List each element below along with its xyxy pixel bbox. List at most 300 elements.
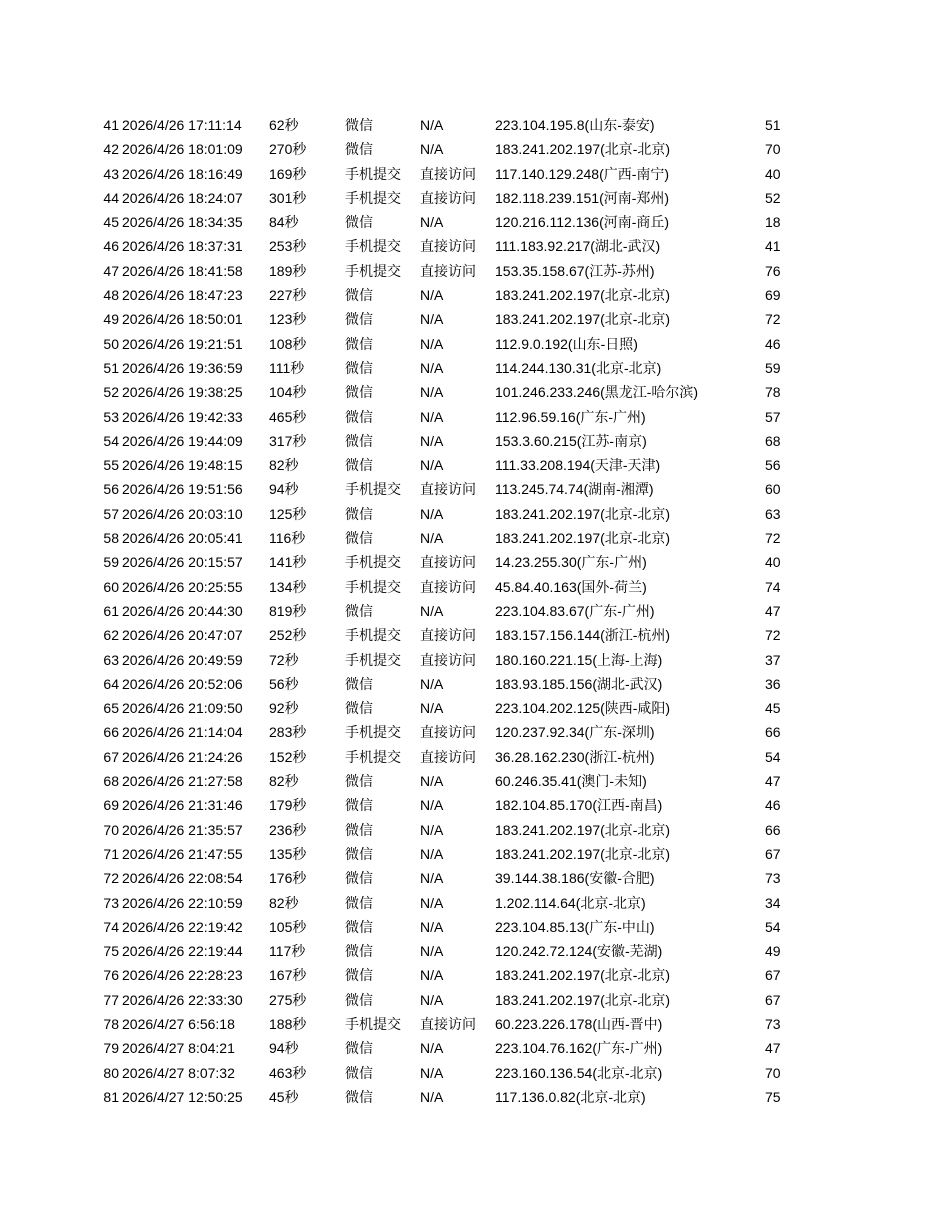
ip-location-cell: 120.242.72.124(安徽-芜湖): [495, 943, 663, 960]
referrer-cell: 直接访问: [420, 627, 476, 644]
duration-cell: 105秒: [269, 918, 307, 935]
duration-cell: 463秒: [269, 1064, 307, 1081]
ip-location-cell: 113.245.74.74(湖南-湘潭): [495, 481, 654, 498]
source-cell: 手机提交: [345, 238, 401, 255]
score-cell: 34: [765, 894, 781, 911]
table-row: [0, 210, 950, 234]
submit-time-cell: 2026/4/26 21:35:57: [122, 821, 243, 838]
referrer-cell: N/A: [420, 967, 444, 984]
referrer-cell: N/A: [420, 505, 444, 522]
score-cell: 47: [765, 602, 781, 619]
score-cell: 69: [765, 287, 781, 304]
source-cell: 微信: [345, 1064, 373, 1081]
ip-location-cell: 60.246.35.41(澳门-未知): [495, 773, 647, 790]
table-row: [0, 963, 950, 987]
source-cell: 手机提交: [345, 627, 401, 644]
duration-cell: 108秒: [269, 335, 307, 352]
table-row: [0, 526, 950, 550]
row-number: 73: [103, 894, 119, 911]
row-number: 79: [103, 1040, 119, 1057]
ip-location-cell: 114.244.130.31(北京-北京): [495, 359, 662, 376]
duration-cell: 253秒: [269, 238, 307, 255]
submit-time-cell: 2026/4/26 21:27:58: [122, 773, 243, 790]
score-cell: 67: [765, 991, 781, 1008]
row-number: 67: [103, 748, 119, 765]
submit-time-cell: 2026/4/27 6:56:18: [122, 1015, 235, 1032]
duration-cell: 275秒: [269, 991, 307, 1008]
source-cell: 微信: [345, 311, 373, 328]
ip-location-cell: 101.246.233.246(黑龙江-哈尔滨): [495, 384, 699, 401]
source-cell: 手机提交: [345, 724, 401, 741]
submit-time-cell: 2026/4/26 17:11:14: [122, 117, 242, 133]
table-row: [0, 891, 950, 915]
submit-time-cell: 2026/4/26 19:42:33: [122, 408, 243, 425]
table-row: [0, 720, 950, 744]
source-cell: 微信: [345, 894, 373, 911]
ip-location-cell: 223.104.195.8(山东-泰安): [495, 117, 655, 133]
referrer-cell: N/A: [420, 214, 444, 231]
duration-cell: 125秒: [269, 505, 307, 522]
row-number: 64: [103, 675, 119, 692]
row-number: 66: [103, 724, 119, 741]
duration-cell: 141秒: [269, 554, 307, 571]
row-number: 74: [103, 918, 119, 935]
submit-time-cell: 2026/4/26 19:36:59: [122, 359, 243, 376]
duration-cell: 123秒: [269, 311, 307, 328]
row-number: 49: [103, 311, 119, 328]
table-row: [0, 429, 950, 453]
score-cell: 68: [765, 432, 781, 449]
ip-location-cell: 183.241.202.197(北京-北京): [495, 967, 671, 984]
ip-location-cell: 1.202.114.64(北京-北京): [495, 894, 646, 911]
table-row: [0, 1036, 950, 1060]
ip-location-cell: 223.104.202.125(陕西-咸阳): [495, 700, 671, 717]
referrer-cell: N/A: [420, 821, 444, 838]
duration-cell: 819秒: [269, 602, 307, 619]
source-cell: 手机提交: [345, 651, 401, 668]
duration-cell: 283秒: [269, 724, 307, 741]
duration-cell: 188秒: [269, 1015, 307, 1032]
ip-location-cell: 183.241.202.197(北京-北京): [495, 505, 671, 522]
score-cell: 70: [765, 1064, 781, 1081]
source-cell: 微信: [345, 870, 373, 887]
ip-location-cell: 117.140.129.248(广西-南宁): [495, 165, 670, 182]
table-row: [0, 575, 950, 599]
score-cell: 57: [765, 408, 781, 425]
source-cell: 微信: [345, 408, 373, 425]
duration-cell: 189秒: [269, 262, 307, 279]
score-cell: 59: [765, 359, 781, 376]
table-row: [0, 453, 950, 477]
referrer-cell: N/A: [420, 918, 444, 935]
submit-time-cell: 2026/4/26 22:19:44: [122, 943, 243, 960]
row-number: 72: [103, 870, 119, 887]
duration-cell: 179秒: [269, 797, 307, 814]
row-number: 80: [103, 1064, 119, 1081]
referrer-cell: N/A: [420, 943, 444, 960]
submit-time-cell: 2026/4/26 21:47:55: [122, 845, 243, 862]
duration-cell: 82秒: [269, 773, 299, 790]
table-row: [0, 283, 950, 307]
ip-location-cell: 183.241.202.197(北京-北京): [495, 991, 671, 1008]
duration-cell: 236秒: [269, 821, 307, 838]
row-number: 54: [103, 432, 119, 449]
row-number: 48: [103, 287, 119, 304]
referrer-cell: N/A: [420, 530, 444, 547]
duration-cell: 169秒: [269, 165, 307, 182]
score-cell: 37: [765, 651, 781, 668]
referrer-cell: N/A: [420, 700, 444, 717]
duration-cell: 134秒: [269, 578, 307, 595]
referrer-cell: N/A: [420, 797, 444, 814]
referrer-cell: N/A: [420, 1088, 444, 1105]
ip-location-cell: 112.9.0.192(山东-日照): [495, 335, 638, 352]
source-cell: 手机提交: [345, 189, 401, 206]
row-number: 52: [103, 384, 119, 401]
submit-time-cell: 2026/4/26 18:16:49: [122, 165, 243, 182]
table-row: [0, 745, 950, 769]
score-cell: 40: [765, 554, 781, 571]
ip-location-cell: 120.216.112.136(河南-商丘): [495, 214, 670, 231]
ip-location-cell: 183.241.202.197(北京-北京): [495, 311, 671, 328]
duration-cell: 176秒: [269, 870, 307, 887]
row-number: 41: [103, 117, 119, 133]
submit-time-cell: 2026/4/26 20:15:57: [122, 554, 243, 571]
ip-location-cell: 120.237.92.34(广东-深圳): [495, 724, 655, 741]
referrer-cell: 直接访问: [420, 578, 476, 595]
submit-time-cell: 2026/4/26 20:47:07: [122, 627, 243, 644]
source-cell: 微信: [345, 1040, 373, 1057]
source-cell: 微信: [345, 384, 373, 401]
table-row: [0, 162, 950, 186]
referrer-cell: N/A: [420, 432, 444, 449]
referrer-cell: 直接访问: [420, 724, 476, 741]
ip-location-cell: 183.157.156.144(浙江-杭州): [495, 627, 671, 644]
source-cell: 微信: [345, 117, 373, 133]
referrer-cell: N/A: [420, 408, 444, 425]
ip-location-cell: 183.241.202.197(北京-北京): [495, 530, 671, 547]
score-cell: 56: [765, 457, 781, 474]
score-cell: 72: [765, 311, 781, 328]
submit-time-cell: 2026/4/26 22:33:30: [122, 991, 243, 1008]
referrer-cell: N/A: [420, 335, 444, 352]
table-row: [0, 599, 950, 623]
row-number: 68: [103, 773, 119, 790]
ip-location-cell: 60.223.226.178(山西-晋中): [495, 1015, 663, 1032]
row-number: 77: [103, 991, 119, 1008]
duration-cell: 270秒: [269, 141, 307, 158]
submit-time-cell: 2026/4/26 21:31:46: [122, 797, 243, 814]
source-cell: 微信: [345, 918, 373, 935]
table-row: [0, 234, 950, 258]
table-row: [0, 137, 950, 161]
score-cell: 72: [765, 530, 781, 547]
source-cell: 手机提交: [345, 481, 401, 498]
row-number: 61: [103, 602, 119, 619]
ip-location-cell: 183.241.202.197(北京-北京): [495, 287, 671, 304]
source-cell: 微信: [345, 530, 373, 547]
score-cell: 72: [765, 627, 781, 644]
duration-cell: 45秒: [269, 1088, 299, 1105]
score-cell: 75: [765, 1088, 781, 1105]
source-cell: 微信: [345, 141, 373, 158]
referrer-cell: N/A: [420, 117, 444, 133]
referrer-cell: N/A: [420, 384, 444, 401]
row-number: 63: [103, 651, 119, 668]
table-row: [0, 866, 950, 890]
referrer-cell: 直接访问: [420, 1015, 476, 1032]
source-cell: 手机提交: [345, 1015, 401, 1032]
submit-time-cell: 2026/4/26 19:21:51: [122, 335, 243, 352]
duration-cell: 135秒: [269, 845, 307, 862]
score-cell: 76: [765, 262, 781, 279]
duration-cell: 301秒: [269, 189, 307, 206]
source-cell: 微信: [345, 602, 373, 619]
source-cell: 微信: [345, 1088, 373, 1105]
duration-cell: 92秒: [269, 700, 299, 717]
ip-location-cell: 183.241.202.197(北京-北京): [495, 141, 671, 158]
table-row: [0, 186, 950, 210]
source-cell: 微信: [345, 214, 373, 231]
score-cell: 45: [765, 700, 781, 717]
table-row: [0, 769, 950, 793]
score-cell: 52: [765, 189, 781, 206]
submit-time-cell: 2026/4/27 8:07:32: [122, 1064, 235, 1081]
submit-time-cell: 2026/4/26 18:47:23: [122, 287, 243, 304]
score-cell: 47: [765, 773, 781, 790]
referrer-cell: N/A: [420, 1040, 444, 1057]
referrer-cell: N/A: [420, 602, 444, 619]
table-row: [0, 793, 950, 817]
referrer-cell: N/A: [420, 1064, 444, 1081]
table-row: [0, 307, 950, 331]
source-cell: 手机提交: [345, 748, 401, 765]
duration-cell: 104秒: [269, 384, 307, 401]
table-row: [0, 696, 950, 720]
duration-cell: 252秒: [269, 627, 307, 644]
ip-location-cell: 111.183.92.217(湖北-武汉): [495, 238, 661, 255]
submit-time-cell: 2026/4/26 22:08:54: [122, 870, 243, 887]
referrer-cell: 直接访问: [420, 189, 476, 206]
ip-location-cell: 182.118.239.151(河南-郑州): [495, 189, 670, 206]
score-cell: 73: [765, 870, 781, 887]
score-cell: 46: [765, 797, 781, 814]
score-cell: 54: [765, 918, 781, 935]
duration-cell: 82秒: [269, 457, 299, 474]
submit-time-cell: 2026/4/26 19:48:15: [122, 457, 243, 474]
submit-time-cell: 2026/4/26 18:24:07: [122, 189, 243, 206]
source-cell: 手机提交: [345, 554, 401, 571]
table-row: [0, 915, 950, 939]
submit-time-cell: 2026/4/26 21:09:50: [122, 700, 243, 717]
score-cell: 46: [765, 335, 781, 352]
table-row: [0, 672, 950, 696]
row-number: 65: [103, 700, 119, 717]
source-cell: 微信: [345, 287, 373, 304]
score-cell: 73: [765, 1015, 781, 1032]
table-row: [0, 550, 950, 574]
duration-cell: 84秒: [269, 214, 299, 231]
row-number: 45: [103, 214, 119, 231]
submit-time-cell: 2026/4/26 19:44:09: [122, 432, 243, 449]
score-cell: 67: [765, 967, 781, 984]
score-cell: 66: [765, 821, 781, 838]
table-row: [0, 842, 950, 866]
source-cell: 微信: [345, 432, 373, 449]
row-number: 59: [103, 554, 119, 571]
source-cell: 微信: [345, 821, 373, 838]
score-cell: 63: [765, 505, 781, 522]
source-cell: 手机提交: [345, 262, 401, 279]
ip-location-cell: 223.104.76.162(广东-广州): [495, 1040, 663, 1057]
score-cell: 78: [765, 384, 781, 401]
duration-cell: 56秒: [269, 675, 299, 692]
referrer-cell: 直接访问: [420, 238, 476, 255]
table-row: [0, 648, 950, 672]
submit-time-cell: 2026/4/26 20:05:41: [122, 530, 243, 547]
score-cell: 18: [765, 214, 781, 231]
score-cell: 41: [765, 238, 781, 255]
score-cell: 70: [765, 141, 781, 158]
ip-location-cell: 153.3.60.215(江苏-南京): [495, 432, 647, 449]
source-cell: 微信: [345, 457, 373, 474]
submit-time-cell: 2026/4/26 18:37:31: [122, 238, 243, 255]
submit-time-cell: 2026/4/26 19:38:25: [122, 384, 243, 401]
table-row: [0, 1085, 950, 1109]
row-number: 62: [103, 627, 119, 644]
submit-time-cell: 2026/4/27 8:04:21: [122, 1040, 235, 1057]
row-number: 76: [103, 967, 119, 984]
ip-location-cell: 45.84.40.163(国外-荷兰): [495, 578, 647, 595]
ip-location-cell: 112.96.59.16(广东-广州): [495, 408, 646, 425]
source-cell: 微信: [345, 359, 373, 376]
ip-location-cell: 183.93.185.156(湖北-武汉): [495, 675, 663, 692]
source-cell: 微信: [345, 943, 373, 960]
ip-location-cell: 223.160.136.54(北京-北京): [495, 1064, 663, 1081]
duration-cell: 94秒: [269, 1040, 299, 1057]
ip-location-cell: 183.241.202.197(北京-北京): [495, 845, 671, 862]
score-cell: 66: [765, 724, 781, 741]
referrer-cell: 直接访问: [420, 748, 476, 765]
submit-time-cell: 2026/4/26 18:50:01: [122, 311, 243, 328]
ip-location-cell: 14.23.255.30(广东-广州): [495, 554, 647, 571]
score-cell: 36: [765, 675, 781, 692]
table-row: [0, 380, 950, 404]
referrer-cell: 直接访问: [420, 554, 476, 571]
referrer-cell: N/A: [420, 845, 444, 862]
row-number: 70: [103, 821, 119, 838]
duration-cell: 72秒: [269, 651, 299, 668]
duration-cell: 62秒: [269, 117, 299, 133]
table-row: [0, 818, 950, 842]
table-row: [0, 259, 950, 283]
table-row: [0, 988, 950, 1012]
submit-time-cell: 2026/4/26 20:44:30: [122, 602, 243, 619]
duration-cell: 111秒: [269, 359, 305, 376]
submit-time-cell: 2026/4/26 19:51:56: [122, 481, 243, 498]
referrer-cell: N/A: [420, 311, 444, 328]
source-cell: 微信: [345, 675, 373, 692]
score-cell: 60: [765, 481, 781, 498]
row-number: 57: [103, 505, 119, 522]
ip-location-cell: 153.35.158.67(江苏-苏州): [495, 262, 655, 279]
duration-cell: 117秒: [269, 943, 306, 960]
row-number: 71: [103, 845, 119, 862]
duration-cell: 465秒: [269, 408, 307, 425]
row-number: 56: [103, 481, 119, 498]
row-number: 47: [103, 262, 119, 279]
duration-cell: 94秒: [269, 481, 299, 498]
duration-cell: 116秒: [269, 530, 306, 547]
ip-location-cell: 180.160.221.15(上海-上海): [495, 651, 663, 668]
ip-location-cell: 223.104.85.13(广东-中山): [495, 918, 655, 935]
row-number: 53: [103, 408, 119, 425]
row-number: 58: [103, 530, 119, 547]
ip-location-cell: 223.104.83.67(广东-广州): [495, 602, 655, 619]
row-number: 51: [103, 359, 119, 376]
row-number: 60: [103, 578, 119, 595]
submit-time-cell: 2026/4/26 20:49:59: [122, 651, 243, 668]
row-number: 50: [103, 335, 119, 352]
referrer-cell: 直接访问: [420, 165, 476, 182]
referrer-cell: 直接访问: [420, 481, 476, 498]
ip-location-cell: 39.144.38.186(安徽-合肥): [495, 870, 655, 887]
table-row: [0, 405, 950, 429]
ip-location-cell: 111.33.208.194(天津-天津): [495, 457, 661, 474]
source-cell: 微信: [345, 700, 373, 717]
data-table: [0, 113, 950, 1109]
submit-time-cell: 2026/4/26 22:19:42: [122, 918, 243, 935]
ip-location-cell: 182.104.85.170(江西-南昌): [495, 797, 663, 814]
table-row: [0, 623, 950, 647]
submit-time-cell: 2026/4/26 21:14:04: [122, 724, 243, 741]
referrer-cell: N/A: [420, 457, 444, 474]
submit-time-cell: 2026/4/27 12:50:25: [122, 1088, 243, 1105]
score-cell: 74: [765, 578, 781, 595]
source-cell: 微信: [345, 505, 373, 522]
submit-time-cell: 2026/4/26 18:34:35: [122, 214, 243, 231]
duration-cell: 227秒: [269, 287, 307, 304]
table-row: [0, 502, 950, 526]
ip-location-cell: 117.136.0.82(北京-北京): [495, 1088, 646, 1105]
submit-time-cell: 2026/4/26 18:41:58: [122, 262, 243, 279]
referrer-cell: N/A: [420, 870, 444, 887]
referrer-cell: N/A: [420, 287, 444, 304]
referrer-cell: N/A: [420, 359, 444, 376]
row-number: 78: [103, 1015, 119, 1032]
duration-cell: 317秒: [269, 432, 307, 449]
row-number: 55: [103, 457, 119, 474]
referrer-cell: 直接访问: [420, 262, 476, 279]
table-row: [0, 332, 950, 356]
submit-time-cell: 2026/4/26 22:28:23: [122, 967, 243, 984]
referrer-cell: N/A: [420, 894, 444, 911]
submit-time-cell: 2026/4/26 22:10:59: [122, 894, 243, 911]
row-number: 81: [103, 1088, 119, 1105]
row-number: 69: [103, 797, 119, 814]
score-cell: 49: [765, 943, 781, 960]
duration-cell: 152秒: [269, 748, 307, 765]
table-row: [0, 477, 950, 501]
referrer-cell: N/A: [420, 141, 444, 158]
submit-time-cell: 2026/4/26 20:52:06: [122, 675, 243, 692]
submit-time-cell: 2026/4/26 20:25:55: [122, 578, 243, 595]
table-row: [0, 939, 950, 963]
source-cell: 微信: [345, 967, 373, 984]
row-number: 44: [103, 189, 119, 206]
referrer-cell: 直接访问: [420, 651, 476, 668]
table-row: [0, 113, 950, 137]
